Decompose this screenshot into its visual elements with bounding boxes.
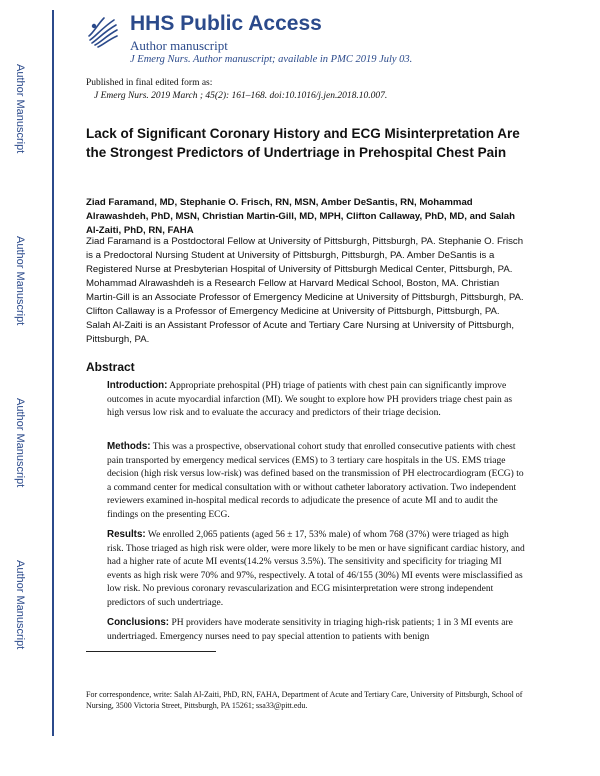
methods-text: This was a prospective, observational cohort study that enrolled consecutive patients with chest pain transported by emergency medical services (EMS) to 3 tertiary care hospitals in the US. EMS triage decision (high risk versus low-risk) was defined based on the transmission of PH electrocardiogram (ECG) to a command center for medical consultation with or without catheter laboratory activation. Two independent reviewers examined in-hospital medical records to adjudicate the presence of acute MI and to audit the findings on the presenting ECG.: [107, 442, 524, 520]
availability-line: J Emerg Nurs. Author manuscript; available in PMC 2019 July 03.: [130, 54, 413, 65]
side-margin: [0, 0, 52, 776]
correspondence-footnote: For correspondence, write: Salah Al-Zaiti, PhD, RN, FAHA, Department of Acute and Tertiary Care, University of Pittsburgh, School of Nursing, 3500 Victoria Street, Pittsburgh, PA 15261; ssa33@pitt.edu.: [86, 690, 523, 710]
hhs-header: [86, 14, 566, 74]
publication-info: [86, 77, 387, 103]
abstract-results: [107, 528, 527, 610]
abstract-heading: Abstract: [86, 360, 135, 374]
abstract-introduction: [107, 379, 527, 421]
citation: J Emerg Nurs. 2019 March ; 45(2): 161–168. doi:10.1016/j.jen.2018.10.007.: [94, 91, 388, 101]
introduction-label: Introduction:: [107, 380, 168, 391]
hhs-eagle-icon: [86, 14, 120, 48]
margin-rule: [52, 10, 54, 736]
results-text: We enrolled 2,065 patients (aged 56 ± 17, 53% male) of whom 768 (37%) were triaged as high risk. Those triaged as high risk were older, were more likely to be men or have significant cardiac history, and had a higher rate of acute MI events(14.2% versus 3.5%). The sensitivity and specificity for triaging MI events as high risk were 70% and 97%, respectively. A total of 46/155 (30%) MI events were misclassified as low risk. No previous coronary revascularization and ECG misinterpretation were strong independent predictors of such undertriage.: [107, 530, 525, 608]
side-label-author-manuscript: Author Manuscript: [14, 560, 26, 650]
side-label-author-manuscript: Author Manuscript: [14, 398, 26, 488]
side-label-author-manuscript: Author Manuscript: [14, 236, 26, 326]
introduction-text: Appropriate prehospital (PH) triage of patients with chest pain can significantly improve outcomes in acute myocardial infarction (MI). We sought to explore how PH providers triage chest pain as high versus low risk and to evaluate the accuracy and predictors of their triage decision.: [107, 381, 513, 418]
manuscript-type: Author manuscript: [130, 38, 228, 53]
footnote-divider: [86, 651, 216, 652]
conclusions-text: PH providers have moderate sensitivity in triaging high-risk patients; 1 in 3 MI events are undertriaged. Emergency nurses need to pay special attention to patients with benign: [107, 618, 513, 642]
author-list: Ziad Faramand, MD, Stephanie O. Frisch, RN, MSN, Amber DeSantis, RN, Mohammad Alrawashdeh, PhD, MSN, Christian Martin-Gill, MD, MPH, Clifton Callaway, PhD, MD, and Salah Al-Zaiti, PhD, RN, FAHA: [86, 197, 515, 236]
results-label: Results:: [107, 529, 146, 540]
side-label-author-manuscript: Author Manuscript: [14, 64, 26, 154]
abstract-conclusions: [107, 616, 527, 644]
published-label: Published in final edited form as:: [86, 78, 213, 88]
author-affiliations: Ziad Faramand is a Postdoctoral Fellow at University of Pittsburgh, Pittsburgh, PA. Stephanie O. Frisch is a Predoctoral Nursing Student at University of Pittsburgh, Pittsburgh, PA. Amber DeSantis is a Registered Nurse at Presbyterian Hospital of University of Pittsburgh Medical Center, Pittsburgh, PA. Mohammad Alrawashdeh is a Research Fellow at Harvard Medical School, Boston, MA. Christian Martin-Gill is an Associate Professor of Emergency Medicine at University of Pittsburgh, Pittsburgh, PA. Clifton Callaway is a Professor of Emergency Medicine at University of Pittsburgh, Pittsburgh, PA. Salah Al-Zaiti is an Assistant Professor of Acute and Tertiary Care Nursing at University of Pittsburgh, Pittsburgh, PA.: [86, 236, 524, 345]
methods-label: Methods:: [107, 441, 151, 452]
article-title: Lack of Significant Coronary History and ECG Misinterpretation Are the Strongest Predictors of Undertriage in Prehospital Chest Pain: [86, 126, 520, 160]
conclusions-label: Conclusions:: [107, 617, 170, 628]
hhs-title: HHS Public Access: [130, 12, 322, 35]
abstract-methods: [107, 440, 527, 522]
